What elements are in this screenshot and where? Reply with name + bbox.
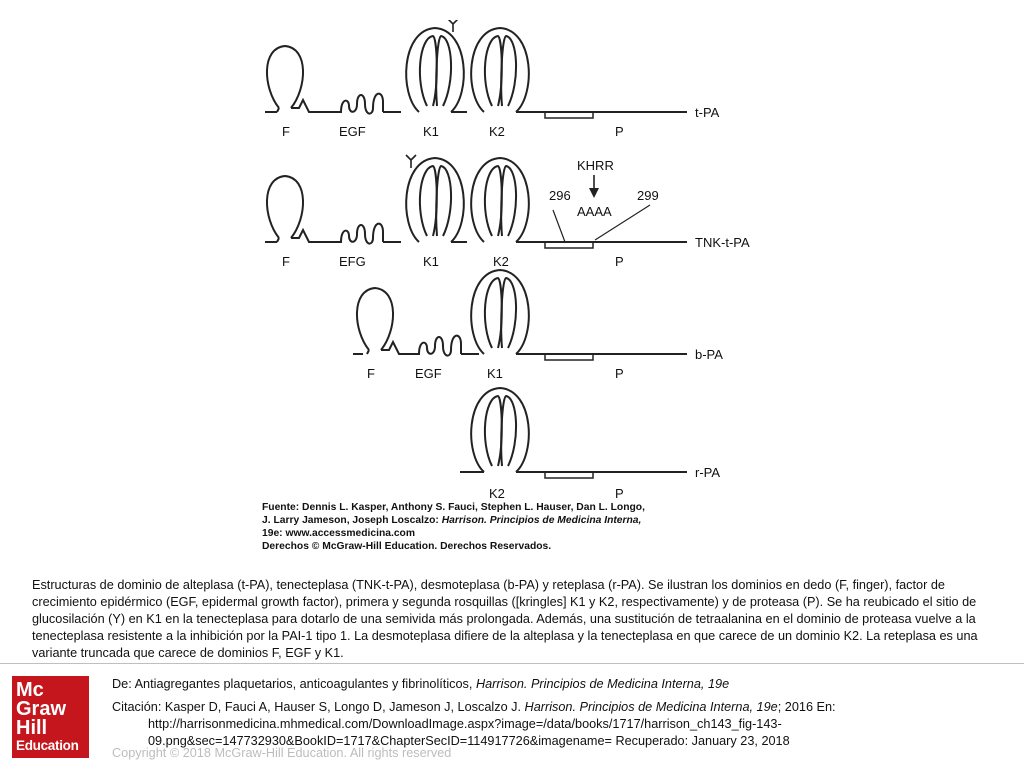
citation-url-1[interactable]: http://harrisonmedicina.mhmedical.com/DownloadImage.aspx?image=/data/books/1717/harrison_ch143_fig-143- <box>148 717 782 731</box>
tpa-label-k2: K2 <box>489 124 505 139</box>
citation-book: Harrison. Principios de Medicina Interna, 19e <box>524 700 778 714</box>
tpa-label-f: F <box>282 124 290 139</box>
source-line-3: 19e: www.accessmedicina.com <box>262 528 416 539</box>
source-line-1: Fuente: Dennis L. Kasper, Anthony S. Fauci, Stephen L. Hauser, Dan L. Longo, <box>262 502 645 513</box>
de-label: De: <box>112 677 135 691</box>
tnk-position-left: 296 <box>549 188 571 203</box>
logo-line-3: Hill <box>16 717 48 739</box>
tnk-label-efg: EFG <box>339 254 366 269</box>
bpa-k1-domain <box>471 270 529 354</box>
bpa-finger-domain <box>357 288 393 350</box>
tnk-position-right: 299 <box>637 188 659 203</box>
bpa-egf-domain <box>415 336 461 356</box>
mutation-arrow-icon <box>589 188 599 198</box>
book-title: Harrison. Principios de Medicina Interna, 19e <box>475 677 730 691</box>
svg-text:J. Larry Jameson, Joseph Losca <box>262 515 641 526</box>
tnk-structure <box>265 155 750 269</box>
bpa-label-k1: K1 <box>487 366 503 381</box>
source-row <box>112 676 992 693</box>
source-line-2a: J. Larry Jameson, Joseph Loscalzo: <box>262 515 442 526</box>
chapter-title: Antiagregantes plaquetarios, anticoagulantes y fibrinolíticos, <box>134 677 476 691</box>
source-line-2b: Harrison. Principios de Medicina Interna, <box>441 515 642 526</box>
citation-url-2[interactable]: 09.png&sec=147732930&BookID=1717&ChapterSecID=114917726&imagename= Recuperado: January 23, 2018 <box>148 734 790 748</box>
tpa-k1-domain <box>406 28 464 112</box>
tpa-name: t-PA <box>695 105 720 120</box>
mcgraw-hill-logo <box>12 676 89 758</box>
source-line-4: Derechos © McGraw-Hill Education. Derechos Reservados. <box>262 541 552 552</box>
divider <box>0 663 1024 664</box>
tpa-structure <box>265 20 720 139</box>
tnk-label-k1: K1 <box>423 254 439 269</box>
logo-line-1: Mc <box>16 679 44 701</box>
tnk-k1-domain <box>406 158 464 242</box>
rpa-structure <box>460 388 720 501</box>
tpa-k2-domain <box>471 28 529 112</box>
tnk-label-k2: K2 <box>493 254 509 269</box>
bpa-label-f: F <box>367 366 375 381</box>
logo-line-4: Education <box>16 738 79 753</box>
tnk-label-f: F <box>282 254 290 269</box>
bpa-label-p: P <box>615 366 624 381</box>
tpa-label-k1: K1 <box>423 124 439 139</box>
bpa-name: b-PA <box>695 347 723 362</box>
tpa-glycosylation-icon <box>448 20 458 32</box>
tnk-name: TNK-t-PA <box>695 235 750 250</box>
copyright-notice: Copyright © 2018 McGraw-Hill Education. All rights reserved <box>112 746 452 760</box>
tnk-k2-domain <box>471 158 529 242</box>
tnk-mutation-replacement: AAAA <box>577 204 612 219</box>
citation-row <box>112 699 992 716</box>
tnk-mutation-original: KHRR <box>577 158 614 173</box>
tnk-glycosylation-icon <box>406 155 416 168</box>
tpa-label-p: P <box>615 124 624 139</box>
figure-caption: Estructuras de dominio de alteplasa (t-PA), tenecteplasa (TNK-t-PA), desmoteplasa (b-PA) y reteplasa (r-PA). Se ilustran los dominios en dedo (F, finger), factor de crecimiento epidérmico (EGF, epidermal growth factor), primera y segunda rosquillas ([kringles] K1 y K2, respectivamente) y de proteasa (P). Se ha reubicado el sitio de glucosilación (Y) en K1 en la tenecteplasa para dotarlo de una semivida más prolongada. Además, una sustitución de tetraalanina en el dominio de proteasa vuelve a la tenecteplasa resistente a la inhibición por la PAI-1 tipo 1. La desmoteplasa difiere de la alteplasa y la tenecteplasa en que carece de un dominio K2. La reteplasa es una variante truncada que carece de dominios F, EGF y K1. <box>32 578 978 660</box>
citation-authors: Kasper D, Fauci A, Hauser S, Longo D, Jameson J, Loscalzo J. <box>164 700 525 714</box>
rpa-label-k2: K2 <box>489 486 505 501</box>
logo-line-2: Graw <box>16 698 67 720</box>
domain-structure-figure <box>255 20 765 568</box>
figure-source <box>262 502 645 552</box>
rpa-label-p: P <box>615 486 624 501</box>
tnk-finger-domain <box>267 176 303 238</box>
bpa-structure <box>353 270 723 381</box>
citation-tail: ; 2016 En: <box>777 700 836 714</box>
tpa-finger-domain <box>267 46 303 108</box>
tnk-egf-domain <box>337 224 383 244</box>
citation-label: Citación: <box>112 700 165 714</box>
rpa-name: r-PA <box>695 465 721 480</box>
tpa-label-egf: EGF <box>339 124 366 139</box>
tpa-egf-domain <box>337 94 383 114</box>
tnk-label-p: P <box>615 254 624 269</box>
rpa-k2-domain <box>471 388 529 472</box>
citation-block <box>112 676 992 750</box>
bpa-label-egf: EGF <box>415 366 442 381</box>
